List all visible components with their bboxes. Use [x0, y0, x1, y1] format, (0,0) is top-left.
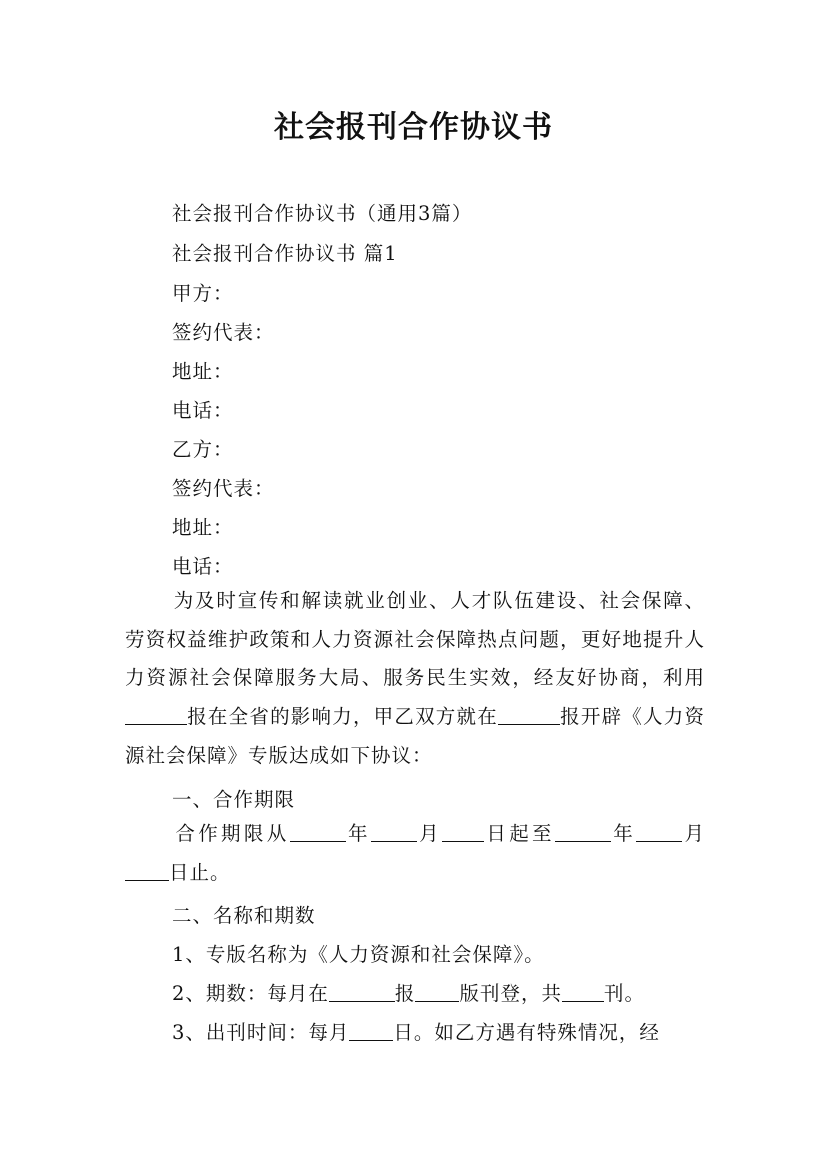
- section-1-heading: 一、合作期限: [172, 788, 296, 811]
- item-2-text: 报: [394, 982, 416, 1005]
- blank-field[interactable]: [562, 982, 604, 1003]
- term-year: 年: [345, 822, 371, 845]
- item-3-text: 3、出刊时间：每月: [172, 1021, 350, 1044]
- item-2-text: 2、期数：每月在: [172, 982, 329, 1005]
- party-a-address: 地址：: [172, 360, 234, 383]
- blank-field[interactable]: [371, 822, 417, 843]
- party-a-rep: 签约代表：: [172, 321, 275, 344]
- blank-field[interactable]: [415, 982, 459, 1003]
- item-3-text: 日。如乙方遇有特殊情况，经: [393, 1021, 660, 1044]
- section-2-item-2: [172, 978, 732, 1006]
- term-day-end: 日止。: [169, 860, 231, 884]
- document-title: 社会报刊合作协议书: [274, 110, 553, 145]
- section-2-item-1: 1、专版名称为《人力资源和社会保障》。: [172, 943, 545, 966]
- section-heading: 社会报刊合作协议书 篇1: [172, 242, 398, 265]
- intro-text-1: 为及时宣传和解读就业创业、人才队伍建设、社会保障、劳资权益维护政策和人力资源社会保障热点问题，更好地提升人力资源社会保障服务大局、服务民生实效，经友好协商，利用: [125, 589, 705, 690]
- section-2-item-3: [172, 1017, 732, 1045]
- party-b-address: 地址：: [172, 516, 234, 539]
- intro-text-3: 报开辟《人力资源社会保障》专版达成如下协议：: [125, 705, 705, 767]
- section-2-heading: 二、名称和期数: [172, 904, 316, 927]
- intro-paragraph: [125, 582, 705, 776]
- blank-field[interactable]: [349, 1021, 393, 1042]
- blank-field[interactable]: [125, 860, 169, 881]
- party-b-label: 乙方：: [172, 438, 234, 461]
- blank-field[interactable]: [329, 982, 395, 1003]
- document-subtitle: 社会报刊合作协议书（通用3篇）: [172, 202, 473, 225]
- blank-field[interactable]: [290, 822, 346, 843]
- blank-field[interactable]: [498, 705, 560, 726]
- section-1-paragraph: [125, 815, 705, 892]
- item-2-text: 刊。: [603, 982, 645, 1005]
- party-a-phone: 电话：: [172, 399, 234, 422]
- blank-field[interactable]: [555, 822, 611, 843]
- term-year: 年: [610, 822, 637, 845]
- intro-text-2: 报在全省的影响力，甲乙双方就在: [187, 705, 498, 729]
- term-month: 月: [682, 822, 705, 845]
- blank-field[interactable]: [125, 705, 187, 726]
- item-2-text: 版刊登，共: [459, 982, 562, 1005]
- party-a-label: 甲方：: [172, 282, 234, 305]
- term-text: 合作期限从: [173, 822, 290, 845]
- term-day-until: 日起至: [484, 822, 555, 845]
- party-b-phone: 电话：: [172, 555, 234, 578]
- blank-field[interactable]: [636, 822, 682, 843]
- blank-field[interactable]: [442, 822, 484, 843]
- term-month: 月: [416, 822, 442, 845]
- party-b-rep: 签约代表：: [172, 477, 275, 500]
